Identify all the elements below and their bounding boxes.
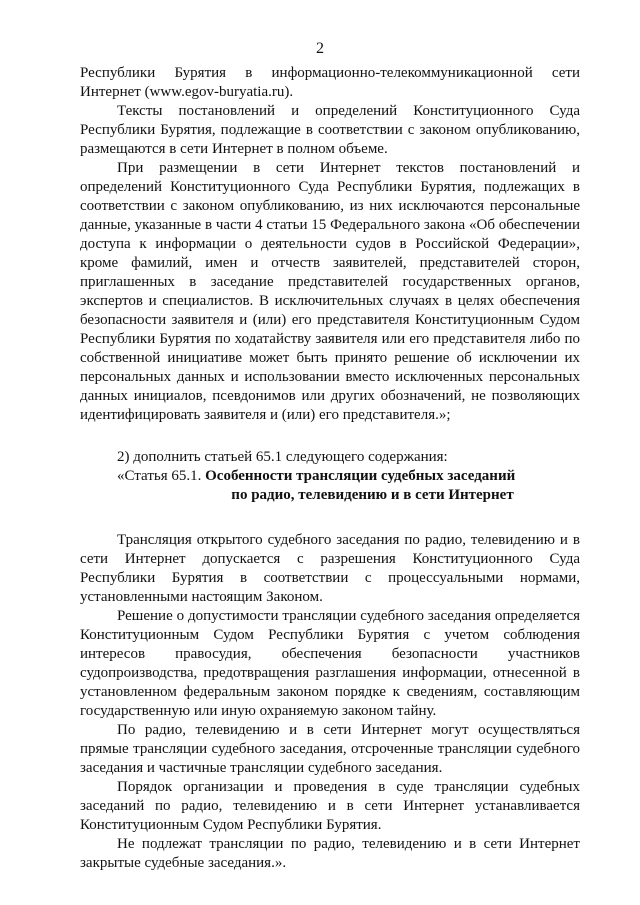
amendment-item: 2) дополнить статьей 65.1 следующего содержания: — [117, 449, 448, 465]
page-number: 2 — [316, 40, 324, 57]
paragraph: Решение о допустимости трансляции судебного заседания определяется Конституционным Судом Республики Бурятия с учетом соблюдения интересов правосудия, обеспечения безопасности участников судопроизводства, предотвращения разглашения информации, отнесенной в установленном федеральным законом порядке к сведениям, составляющим государственную или иную охраняемую законом тайну. — [80, 608, 580, 719]
paragraph: Республики Бурятия в информационно-телекоммуникационной сети Интернет (www.egov-buryatia.ru). — [80, 65, 580, 100]
paragraph: По радио, телевидению и в сети Интернет могут осуществляться прямые трансляции судебного заседания, отсроченные трансляции судебного заседания и частичные трансляции судебного заседания. — [80, 722, 580, 776]
paragraph: Порядок организации и проведения в суде трансляции судебных заседаний по радио, телевидению и в сети Интернет устанавливается Конституционным Судом Республики Бурятия. — [80, 779, 580, 833]
article-title-line-1: Особенности трансляции судебных заседаний — [205, 468, 516, 484]
paragraph: Трансляция открытого судебного заседания по радио, телевидению и в сети Интернет допускается с разрешения Конституционного Суда Республики Бурятия в соответствии с процессуальными нормами, установленными настоящим Законом. — [80, 532, 580, 605]
paragraph: При размещении в сети Интернет текстов постановлений и определений Конституционного Суда Республики Бурятия, подлежащих в соответствии с законом опубликованию, из них исключаются персональные данные, указанные в части 4 статьи 15 Федерального закона «Об обеспечении доступа к информации о деятельности судов в Российской Федерации», кроме фамилий, имен и отчеств заявителей, представителей сторон, приглашенных в заседание представителей государственных органов, экспертов и специалистов. В исключительных случаях в целях обеспечения безопасности заявителя и (или) его представителя Конституционным Судом Республики Бурятия по ходатайству заявителя или его представителя либо по собственной инициативе может быть принято решение об исключении их персональных данных и использовании вместо исключенных персональных данных инициалов, псевдонимов или других обозначений, не позволяющих идентифицировать заявителя и (или) его представителя.»; — [80, 160, 580, 423]
article-number: «Статья 65.1. — [117, 468, 202, 484]
paragraph: Не подлежат трансляции по радио, телевидению и в сети Интернет закрытые судебные заседания.». — [80, 836, 580, 871]
article-heading — [80, 467, 580, 505]
paragraph: Тексты постановлений и определений Конституционного Суда Республики Бурятия, подлежащие в соответствии с законом опубликованию, размещаются в сети Интернет в полном объеме. — [80, 103, 580, 157]
document-body — [80, 64, 580, 873]
article-title-line-2: по радио, телевидению и в сети Интернет — [231, 487, 514, 503]
